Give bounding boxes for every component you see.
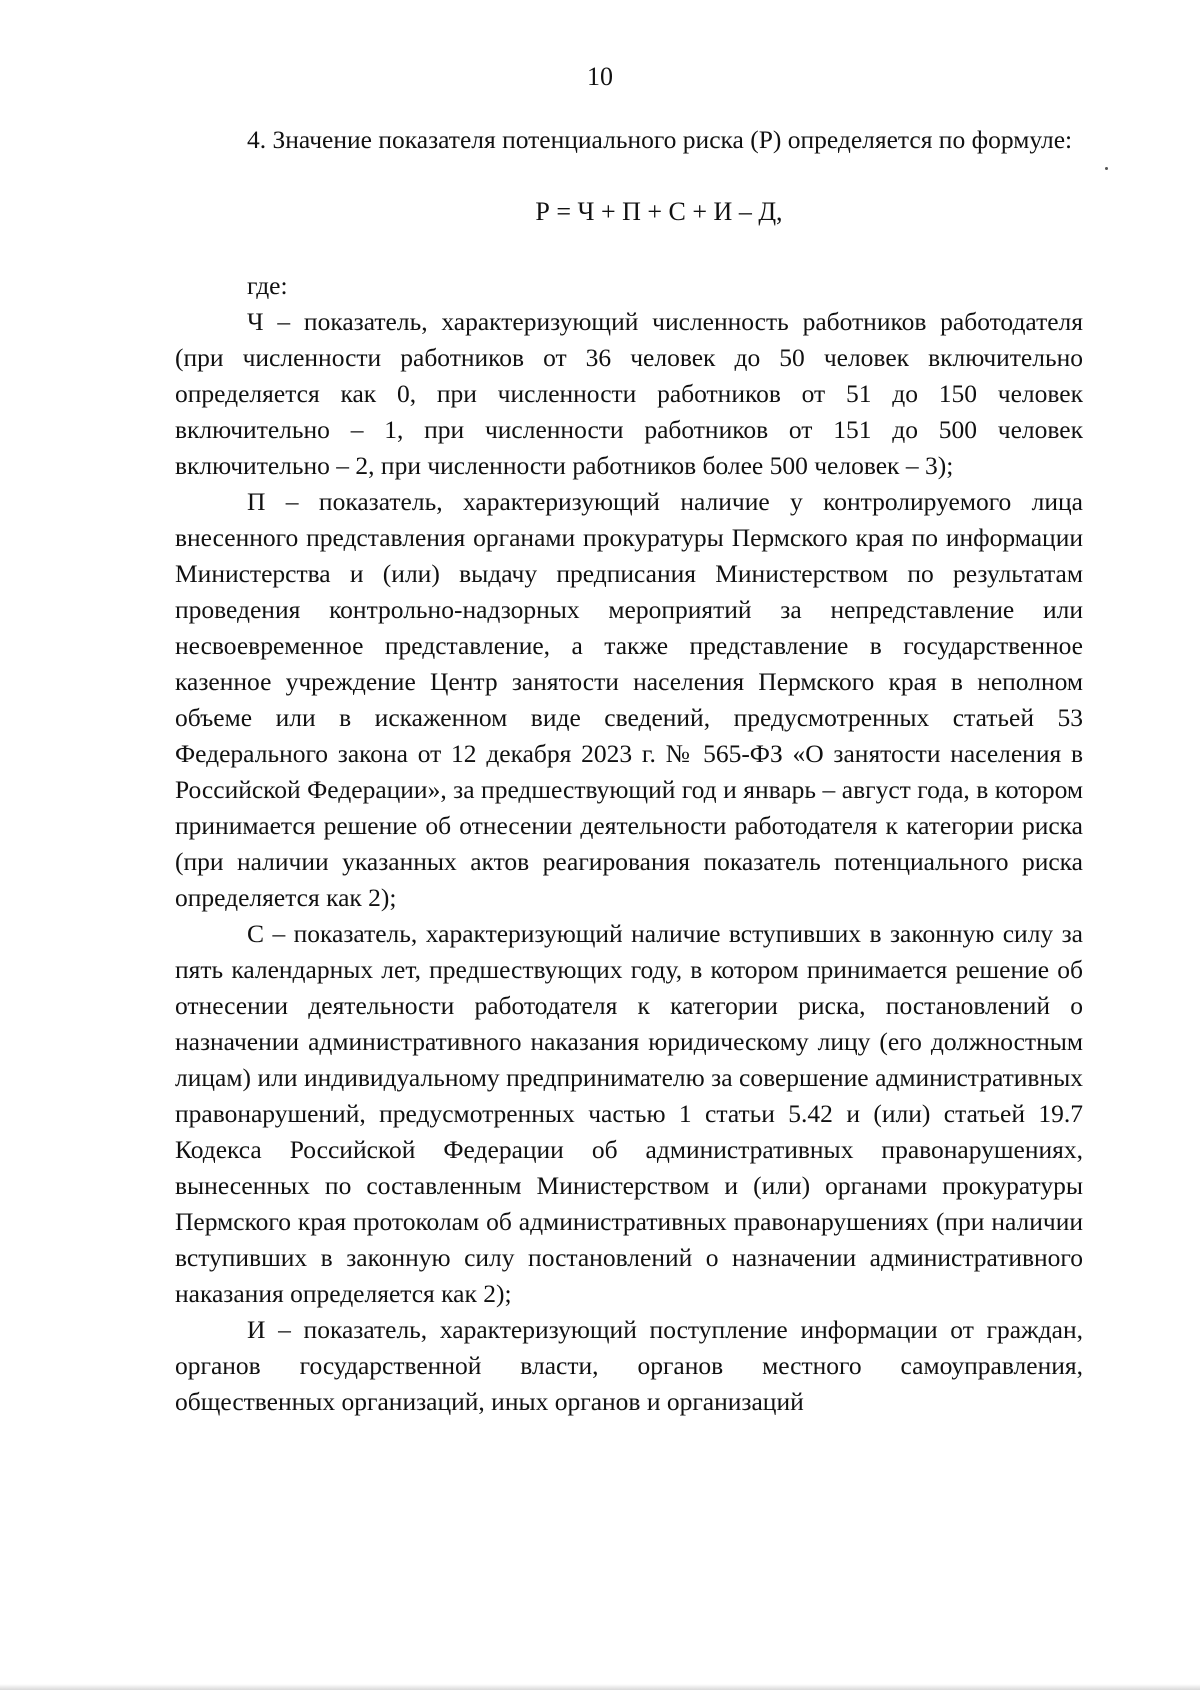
scan-bottom-edge: [0, 1684, 1200, 1690]
where-label: где:: [247, 271, 288, 300]
definition-i: И – показатель, характеризующий поступление информации от граждан, органов государственной власти, органов местного самоуправления, общественных организаций, иных органов и организаций: [175, 1315, 1083, 1416]
scan-speck: [1105, 167, 1108, 170]
risk-formula: Р = Ч + П + С + И – Д,: [535, 197, 783, 226]
definition-ch: Ч – показатель, характеризующий численность работников работодателя (при численности работников от 36 человек до 50 человек включительно определяется как 0, при численности работников от 51 до 150 человек включительно – 1, при численности работников от 151 до 500 человек включительно – 2, при численности работников более 500 человек – 3);: [175, 307, 1083, 480]
page-number: 10: [587, 62, 613, 91]
definition-s: С – показатель, характеризующий наличие вступивших в законную силу за пять календарных лет, предшествующих году, в котором принимается решение об отнесении деятельности работодателя к категории риска, постановлений о назначении административного наказания юридическому лицу (его должностным лицам) или индивидуальному предпринимателю за совершение административных правонарушений, предусмотренных частью 1 статьи 5.42 и (или) статьей 19.7 Кодекса Российской Федерации об административных правонарушениях, вынесенных по составленным Министерством и (или) органами прокуратуры Пермского края протоколам об административных правонарушениях (при наличии вступивших в законную силу постановлений о назначении административного наказания определяется как 2);: [175, 919, 1083, 1308]
document-body: [175, 122, 1083, 1420]
definition-p: П – показатель, характеризующий наличие у контролируемого лица внесенного представления органами прокуратуры Пермского края по информации Министерства и (или) выдачу предписания Министерством по результатам проведения контрольно-надзорных мероприятий за непредставление или несвоевременное представление, а также представление в государственное казенное учреждение Центр занятости населения Пермского края в неполном объеме или в искаженном виде сведений, предусмотренных статьей 53 Федерального закона от 12 декабря 2023 г. № 565-ФЗ «О занятости населения в Российской Федерации», за предшествующий год и январь – август года, в котором принимается решение об отнесении деятельности работодателя к категории риска (при наличии указанных актов реагирования показатель потенциального риска определяется как 2);: [175, 487, 1083, 912]
paragraph-4-intro: 4. Значение показателя потенциального риска (Р) определяется по формуле:: [247, 125, 1073, 154]
